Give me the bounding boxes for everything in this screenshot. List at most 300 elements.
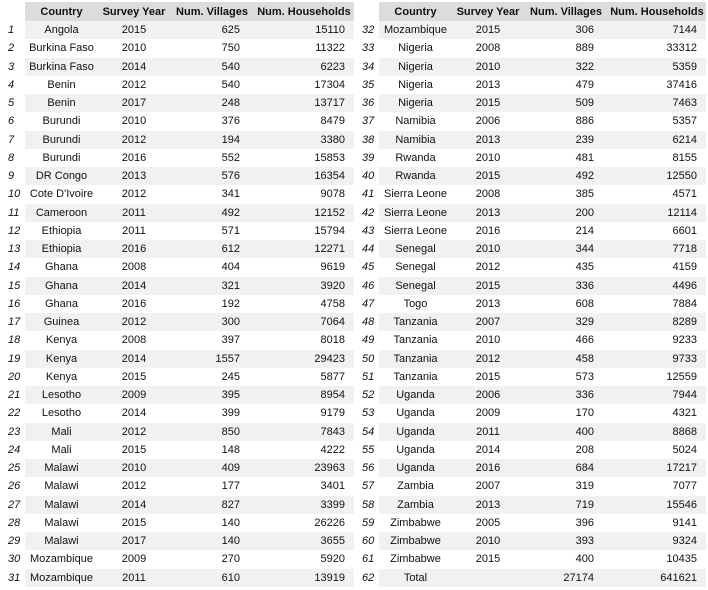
table-row: [356, 185, 706, 203]
num-villages-cell: 400: [575, 553, 594, 566]
row-index: 26: [8, 480, 21, 493]
num-villages-cell: 319: [575, 480, 594, 493]
table-row: [2, 94, 354, 112]
country-cell: Angola: [25, 21, 98, 39]
num-villages-cell: 1557: [170, 350, 254, 368]
country-cell: Lesotho: [41, 407, 82, 420]
num-villages-cell: 192: [221, 297, 240, 310]
survey-year-cell: 2011: [98, 204, 170, 222]
num-households-cell: 8018: [320, 334, 345, 347]
row-index: 37: [362, 115, 375, 128]
table-row: [2, 404, 354, 422]
num-households-cell: 7884: [672, 297, 697, 310]
num-villages-cell: 509: [524, 94, 608, 112]
table-row: [356, 295, 706, 313]
row-index: 38: [356, 131, 379, 149]
num-households-cell: 12152: [254, 204, 354, 222]
survey-table-left: [2, 2, 354, 587]
num-households-cell: 7144: [608, 21, 706, 39]
row-index: 49: [362, 334, 375, 347]
survey-year-cell: 2011: [452, 423, 524, 441]
table-row: [356, 277, 706, 295]
country-cell: Zambia: [397, 480, 434, 493]
row-index: 21: [2, 386, 25, 404]
num-households-cell: 17304: [314, 78, 345, 91]
num-households-cell: 7463: [608, 94, 706, 112]
survey-year-cell: 2016: [121, 297, 147, 310]
row-index: 12: [8, 224, 21, 237]
table-row: [356, 423, 706, 441]
table-row: [2, 185, 354, 203]
row-index: 5: [2, 94, 25, 112]
survey-table-right: [356, 2, 706, 587]
row-index: 57: [362, 480, 375, 493]
survey-year-cell: 2016: [475, 224, 501, 237]
row-index: 50: [356, 350, 379, 368]
num-households-cell: 23963: [254, 459, 354, 477]
country-cell: Ethiopia: [41, 224, 82, 237]
country-cell: Ghana: [44, 297, 79, 310]
num-households-cell: 29423: [254, 350, 354, 368]
country-cell: Total: [379, 569, 452, 587]
country-cell: Senegal: [379, 277, 452, 295]
table-row: [356, 477, 706, 495]
row-index: 61: [362, 553, 375, 566]
num-households-cell: 8868: [608, 423, 706, 441]
num-villages-cell: 481: [575, 151, 594, 164]
survey-year-cell: 2015: [121, 516, 147, 529]
country-cell: Nigeria: [398, 42, 433, 55]
survey-year-cell: 2014: [98, 277, 170, 295]
num-villages-cell: 200: [524, 204, 608, 222]
num-households-cell: 5920: [320, 553, 345, 566]
num-villages-cell: 576: [170, 167, 254, 185]
country-cell: Malawi: [25, 459, 98, 477]
num-villages-cell: 321: [170, 277, 254, 295]
num-households-header: Num. Households: [608, 2, 706, 21]
country-cell: Kenya: [45, 370, 78, 383]
table-row: [356, 532, 706, 550]
table-row: [2, 295, 354, 313]
table-row: [2, 131, 354, 149]
num-households-cell: 9233: [672, 334, 697, 347]
country-header: Country: [25, 2, 98, 21]
num-villages-cell: 341: [221, 188, 240, 201]
num-households-cell: 6223: [254, 58, 354, 76]
num-villages-cell: 270: [221, 553, 240, 566]
survey-year-header: Survey Year: [452, 2, 524, 21]
row-index: 8: [8, 151, 15, 164]
num-villages-cell: 177: [221, 480, 240, 493]
num-households-cell: 9733: [608, 350, 706, 368]
num-villages-cell: 719: [524, 496, 608, 514]
row-index: 3: [2, 58, 25, 76]
table-row: [356, 496, 706, 514]
table-row: [2, 514, 354, 532]
num-households-cell: 15794: [314, 224, 345, 237]
country-cell: Malawi: [25, 532, 98, 550]
country-cell: Benin: [47, 78, 76, 91]
survey-year-cell: 2012: [98, 423, 170, 441]
survey-year-cell: 2015: [121, 370, 147, 383]
num-households-cell: 4758: [320, 297, 345, 310]
num-villages-cell: 612: [170, 240, 254, 258]
table-row: [2, 441, 354, 459]
table-row: [356, 441, 706, 459]
num-households-cell: 15546: [608, 496, 706, 514]
table-row: [2, 496, 354, 514]
num-households-cell: 5359: [608, 58, 706, 76]
survey-year-cell: 2014: [121, 407, 147, 420]
country-cell: Namibia: [379, 131, 452, 149]
num-villages-cell: 684: [524, 459, 608, 477]
row-index: 1: [2, 21, 25, 39]
num-villages-cell: 148: [221, 443, 240, 456]
country-cell: Tanzania: [379, 313, 452, 331]
row-index: 60: [356, 532, 379, 550]
row-index: 54: [356, 423, 379, 441]
row-index: 55: [362, 443, 375, 456]
num-households-cell: 3655: [254, 532, 354, 550]
num-villages-cell: 400: [524, 423, 608, 441]
row-index: 4: [8, 78, 15, 91]
country-cell: Cameroon: [25, 204, 98, 222]
survey-year-cell: 2013: [98, 167, 170, 185]
row-index: 43: [362, 224, 375, 237]
row-index: 16: [8, 297, 21, 310]
survey-year-cell: 2012: [121, 188, 147, 201]
num-households-cell: 9324: [608, 532, 706, 550]
table-row: [2, 550, 354, 568]
country-cell: Senegal: [379, 240, 452, 258]
country-cell: Togo: [403, 297, 428, 310]
table-row: [356, 167, 706, 185]
num-households-cell: 13919: [254, 569, 354, 587]
country-cell: Mali: [25, 423, 98, 441]
num-households-cell: 4159: [672, 261, 697, 274]
country-cell: Rwanda: [379, 167, 452, 185]
country-cell: Burkina Faso: [25, 58, 98, 76]
num-villages-cell: 466: [575, 334, 594, 347]
country-cell: Senegal: [395, 261, 436, 274]
country-cell: Cote D'Ivoire: [29, 188, 94, 201]
row-index: 23: [2, 423, 25, 441]
num-households-cell: 8479: [320, 115, 345, 128]
num-villages-cell: 610: [170, 569, 254, 587]
table-row: [2, 240, 354, 258]
table-row: [356, 58, 706, 76]
country-cell: Mali: [51, 443, 72, 456]
survey-year-cell: 2013: [475, 297, 501, 310]
row-index: 31: [2, 569, 25, 587]
row-index: 44: [356, 240, 379, 258]
survey-year-cell: 2010: [452, 532, 524, 550]
row-index: 19: [2, 350, 25, 368]
num-households-cell: 9619: [320, 261, 345, 274]
table-row: [356, 21, 706, 39]
num-households-cell: 7064: [254, 313, 354, 331]
row-index: 58: [356, 496, 379, 514]
country-cell: Nigeria: [379, 58, 452, 76]
num-villages-cell: 827: [170, 496, 254, 514]
country-cell: Uganda: [396, 407, 435, 420]
country-cell: Sierra Leone: [384, 188, 447, 201]
row-index: 36: [356, 94, 379, 112]
survey-year-cell: 2014: [98, 58, 170, 76]
row-index: 29: [2, 532, 25, 550]
num-households-cell: 4321: [672, 407, 697, 420]
survey-year-cell: 2017: [98, 94, 170, 112]
row-index: 45: [362, 261, 375, 274]
table-row: [2, 350, 354, 368]
table-row: [356, 368, 706, 386]
survey-year-cell: 2012: [475, 261, 501, 274]
header-row: [356, 2, 706, 21]
row-index: 30: [8, 553, 21, 566]
country-cell: Kenya: [45, 334, 78, 347]
table-row: [2, 112, 354, 130]
num-villages-cell: 540: [221, 78, 240, 91]
num-villages-cell: 322: [524, 58, 608, 76]
table-row: [356, 404, 706, 422]
row-index: 9: [2, 167, 25, 185]
num-villages-cell: 396: [575, 516, 594, 529]
table-row: [2, 532, 354, 550]
row-index: 51: [362, 370, 375, 383]
survey-year-cell: 2008: [121, 261, 147, 274]
num-villages-cell: 625: [170, 21, 254, 39]
table-row: [2, 477, 354, 495]
row-index: 62: [356, 569, 379, 587]
table-row: [2, 21, 354, 39]
survey-year-cell: 2015: [475, 553, 501, 566]
survey-year-cell: 2006: [475, 115, 501, 128]
row-index: 24: [8, 443, 21, 456]
country-cell: Burundi: [42, 151, 81, 164]
survey-year-cell: 2009: [121, 553, 147, 566]
num-villages-cell: 886: [575, 115, 594, 128]
row-index: 33: [362, 42, 375, 55]
num-households-cell: 3401: [320, 480, 345, 493]
row-index: 47: [362, 297, 375, 310]
num-villages-cell: 27174: [524, 569, 608, 587]
index-header: [2, 2, 25, 21]
country-cell: Malawi: [44, 480, 79, 493]
country-cell: Kenya: [25, 350, 98, 368]
row-index: 59: [362, 516, 375, 529]
num-villages-cell: 492: [170, 204, 254, 222]
num-villages-cell: 385: [575, 188, 594, 201]
num-villages-cell: 376: [221, 115, 240, 128]
num-households-cell: 11322: [315, 42, 345, 55]
row-index: 17: [2, 313, 25, 331]
country-cell: Rwanda: [395, 151, 436, 164]
row-index: 11: [2, 204, 25, 222]
num-villages-cell: 140: [170, 532, 254, 550]
num-villages-cell: 399: [221, 407, 240, 420]
num-households-cell: 7077: [672, 480, 697, 493]
num-villages-cell: 608: [575, 297, 594, 310]
survey-year-cell: 2008: [475, 188, 501, 201]
survey-year-cell: 2015: [452, 167, 524, 185]
table-row: [356, 550, 706, 568]
num-villages-cell: 395: [170, 386, 254, 404]
table-row: [2, 423, 354, 441]
survey-year-cell: 2011: [122, 224, 146, 237]
table-row: [356, 94, 706, 112]
row-index: 27: [2, 496, 25, 514]
survey-year-cell: 2012: [452, 350, 524, 368]
num-villages-cell: 393: [524, 532, 608, 550]
table-row: [356, 258, 706, 276]
num-households-cell: 6601: [672, 224, 697, 237]
num-villages-cell: 409: [170, 459, 254, 477]
survey-year-cell: 2007: [475, 480, 501, 493]
survey-year-cell: 2013: [452, 496, 524, 514]
num-households-cell: 4571: [672, 188, 697, 201]
survey-year-cell: 2012: [121, 480, 147, 493]
country-cell: DR Congo: [25, 167, 98, 185]
row-index: 15: [2, 277, 25, 295]
survey-year-cell: 2010: [475, 151, 501, 164]
row-index: 42: [356, 204, 379, 222]
table-row: [356, 222, 706, 240]
country-cell: Malawi: [25, 496, 98, 514]
table-row: [2, 58, 354, 76]
num-villages-cell: 492: [524, 167, 608, 185]
num-households-cell: 641621: [608, 569, 706, 587]
survey-year-cell: 2012: [98, 131, 170, 149]
country-cell: Uganda: [396, 443, 435, 456]
row-index: 18: [8, 334, 21, 347]
row-index: 53: [362, 407, 375, 420]
num-villages-cell: 889: [575, 42, 594, 55]
country-cell: Mozambique: [30, 553, 93, 566]
survey-year-cell: 2010: [452, 240, 524, 258]
num-villages-cell: 336: [524, 386, 608, 404]
row-index: 39: [362, 151, 375, 164]
table-row: [2, 39, 354, 57]
country-cell: Nigeria: [379, 94, 452, 112]
survey-year-cell: 2009: [475, 407, 501, 420]
country-cell: Sierra Leone: [379, 204, 452, 222]
survey-year-cell: 2015: [121, 443, 147, 456]
survey-year-cell: 2015: [98, 21, 170, 39]
num-households-cell: 8954: [254, 386, 354, 404]
survey-year-cell: 2010: [121, 115, 147, 128]
num-villages-cell: 552: [221, 151, 240, 164]
num-villages-cell: 336: [524, 277, 608, 295]
num-households-cell: 3920: [254, 277, 354, 295]
country-cell: Mozambique: [379, 21, 452, 39]
num-households-cell: 5357: [672, 115, 697, 128]
survey-year-cell: 2015: [452, 94, 524, 112]
row-index: 10: [8, 188, 21, 201]
num-villages-cell: 208: [575, 443, 594, 456]
num-villages-cell: 404: [221, 261, 240, 274]
num-households-cell: 12550: [608, 167, 706, 185]
row-index: 56: [356, 459, 379, 477]
country-cell: Nigeria: [398, 78, 433, 91]
num-households-cell: 10435: [666, 553, 697, 566]
num-villages-cell: 435: [575, 261, 594, 274]
table-row: [356, 331, 706, 349]
row-index: 32: [356, 21, 379, 39]
table-row: [356, 514, 706, 532]
row-index: 2: [8, 42, 15, 55]
num-villages-cell: 248: [170, 94, 254, 112]
num-villages-cell: 571: [221, 224, 240, 237]
num-households-cell: 33312: [666, 42, 697, 55]
num-households-cell: 3399: [254, 496, 354, 514]
num-households-cell: 17217: [608, 459, 706, 477]
row-index: 14: [8, 261, 21, 274]
row-index: 34: [356, 58, 379, 76]
num-households-cell: 9141: [672, 516, 697, 529]
table-row: [356, 76, 706, 94]
num-households-cell: 7944: [608, 386, 706, 404]
num-households-cell: 7843: [254, 423, 354, 441]
country-cell: Zambia: [379, 496, 452, 514]
survey-year-cell: 2013: [475, 78, 501, 91]
survey-year-cell: 2010: [452, 58, 524, 76]
row-index: 46: [356, 277, 379, 295]
row-index: 41: [362, 188, 375, 201]
country-cell: Ghana: [25, 277, 98, 295]
row-index: 35: [362, 78, 375, 91]
num-households-cell: 6214: [608, 131, 706, 149]
table-row: [356, 313, 706, 331]
row-index: 6: [8, 115, 15, 128]
num-villages-cell: 245: [221, 370, 240, 383]
row-index: 13: [2, 240, 25, 258]
num-villages-cell: 214: [575, 224, 594, 237]
num-villages-cell: 344: [524, 240, 608, 258]
survey-year-cell: 2014: [475, 443, 501, 456]
table-row: [2, 204, 354, 222]
num-households-cell: 8155: [672, 151, 697, 164]
row-index: 25: [2, 459, 25, 477]
num-households-cell: 4496: [608, 277, 706, 295]
num-villages-cell: 170: [575, 407, 594, 420]
survey-year-cell: 2015: [475, 370, 501, 383]
num-households-cell: 8289: [608, 313, 706, 331]
table-row: [2, 331, 354, 349]
survey-year-cell: 2015: [452, 277, 524, 295]
country-cell: Tanzania: [393, 334, 438, 347]
table-row: [2, 222, 354, 240]
table-row: [356, 386, 706, 404]
num-villages-cell: 300: [170, 313, 254, 331]
survey-year-cell: 2011: [98, 569, 170, 587]
country-cell: Malawi: [44, 516, 79, 529]
table-row: [356, 112, 706, 130]
table-row: [2, 368, 354, 386]
survey-year-cell: 2012: [98, 313, 170, 331]
num-villages-cell: 458: [524, 350, 608, 368]
survey-year-cell: 2014: [98, 496, 170, 514]
table-row: [2, 459, 354, 477]
country-cell: Tanzania: [379, 350, 452, 368]
index-header: [356, 2, 379, 21]
num-households-cell: 12114: [608, 204, 706, 222]
num-households-cell: 12271: [254, 240, 354, 258]
table-row: [2, 149, 354, 167]
row-index: 40: [356, 167, 379, 185]
country-cell: Burkina Faso: [29, 42, 94, 55]
survey-year-cell: 2008: [475, 42, 501, 55]
num-households-cell: 26226: [314, 516, 345, 529]
